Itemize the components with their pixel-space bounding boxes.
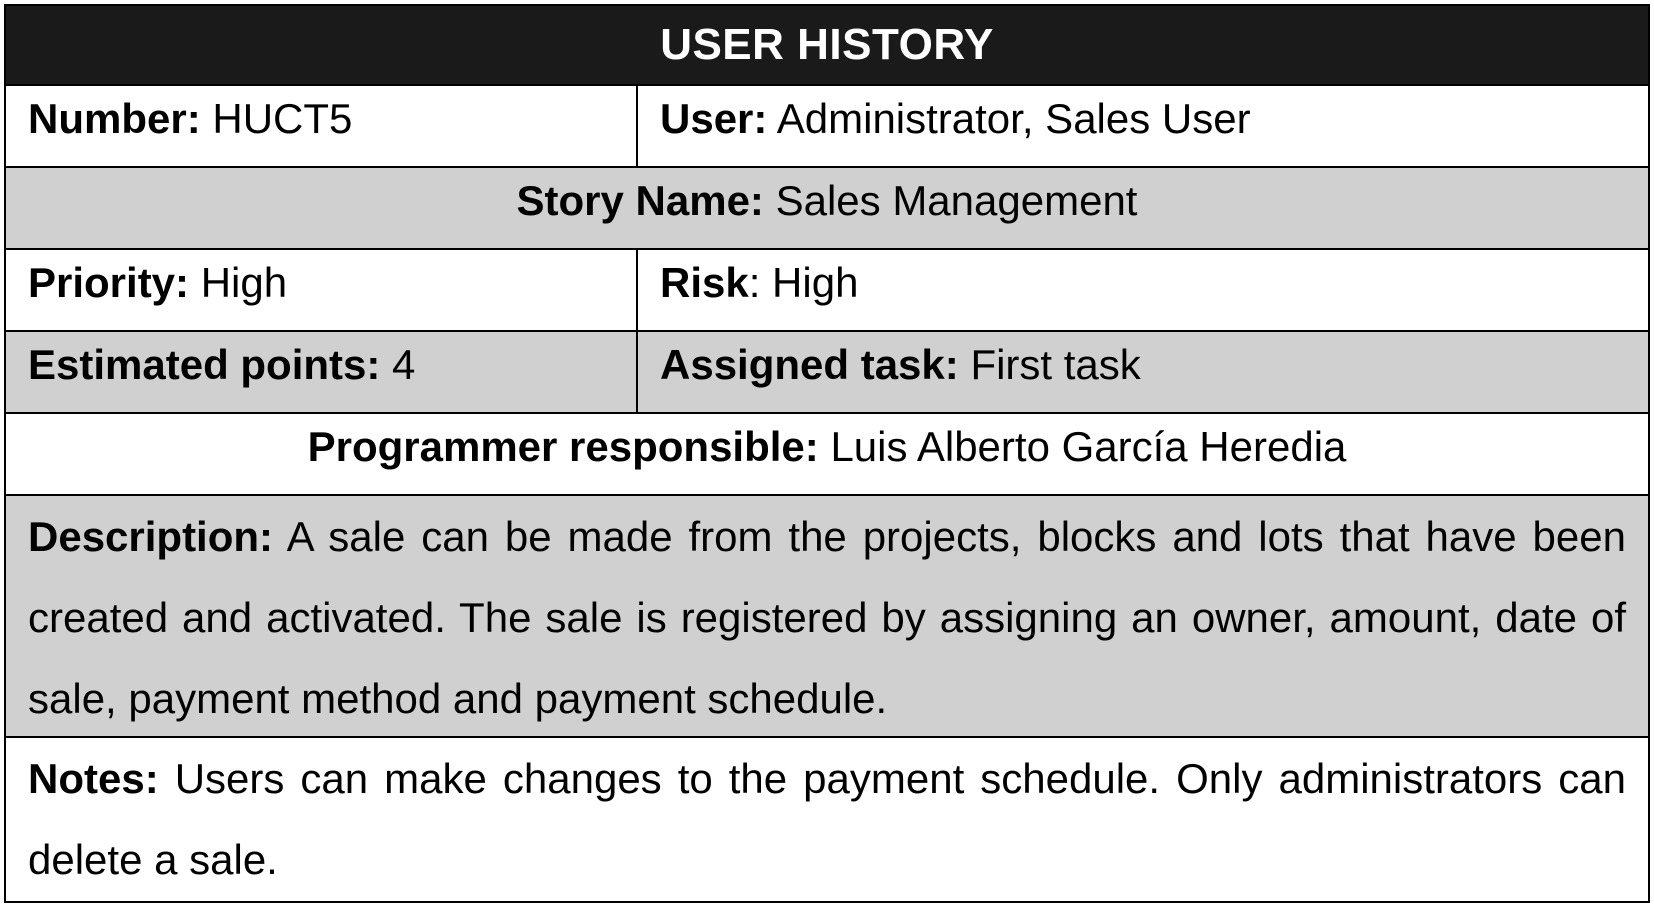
description-text: A sale can be made from the projects, blocks and lots that have been created and activated. The sale is registered by assigning an owner, amount, date of sale, payment method and payment schedule. — [28, 513, 1626, 722]
programmer-cell — [6, 414, 1648, 494]
number-cell — [6, 86, 638, 166]
user-cell — [638, 86, 1648, 166]
user-label: User: — [660, 95, 768, 142]
assigned-task-value: First task — [970, 341, 1141, 388]
number-label: Number: — [28, 95, 201, 142]
card-title-row — [6, 6, 1648, 86]
description-label: Description: — [28, 513, 274, 560]
risk-value: : High — [748, 259, 859, 306]
risk-label: Risk — [660, 259, 749, 306]
story-name-cell — [6, 168, 1648, 248]
estimated-points-cell — [6, 332, 638, 412]
notes-row — [6, 738, 1648, 901]
risk-cell — [638, 250, 1648, 330]
priority-cell — [6, 250, 638, 330]
number-user-row — [6, 86, 1648, 168]
number-value: HUCT5 — [212, 95, 353, 142]
user-value: Administrator, Sales User — [776, 95, 1251, 142]
description-row — [6, 496, 1648, 738]
assigned-task-label: Assigned task: — [660, 341, 959, 388]
story-name-row — [6, 168, 1648, 250]
story-name-label: Story Name: — [516, 177, 764, 224]
priority-label: Priority: — [28, 259, 190, 306]
estimated-points-label: Estimated points: — [28, 341, 381, 388]
description-cell — [6, 496, 1648, 736]
notes-cell — [6, 738, 1648, 901]
user-history-card — [4, 4, 1650, 903]
card-title: USER HISTORY — [660, 20, 994, 69]
assigned-task-cell — [638, 332, 1648, 412]
estimated-points-value: 4 — [392, 341, 416, 388]
programmer-label: Programmer responsible: — [307, 423, 819, 470]
points-task-row — [6, 332, 1648, 414]
programmer-value: Luis Alberto García Heredia — [830, 423, 1347, 470]
priority-risk-row — [6, 250, 1648, 332]
programmer-row — [6, 414, 1648, 496]
story-name-value: Sales Management — [775, 177, 1138, 224]
notes-text: Users can make changes to the payment schedule. Only administrators can delete a sale. — [28, 755, 1626, 883]
notes-label: Notes: — [28, 755, 159, 802]
priority-value: High — [200, 259, 288, 306]
